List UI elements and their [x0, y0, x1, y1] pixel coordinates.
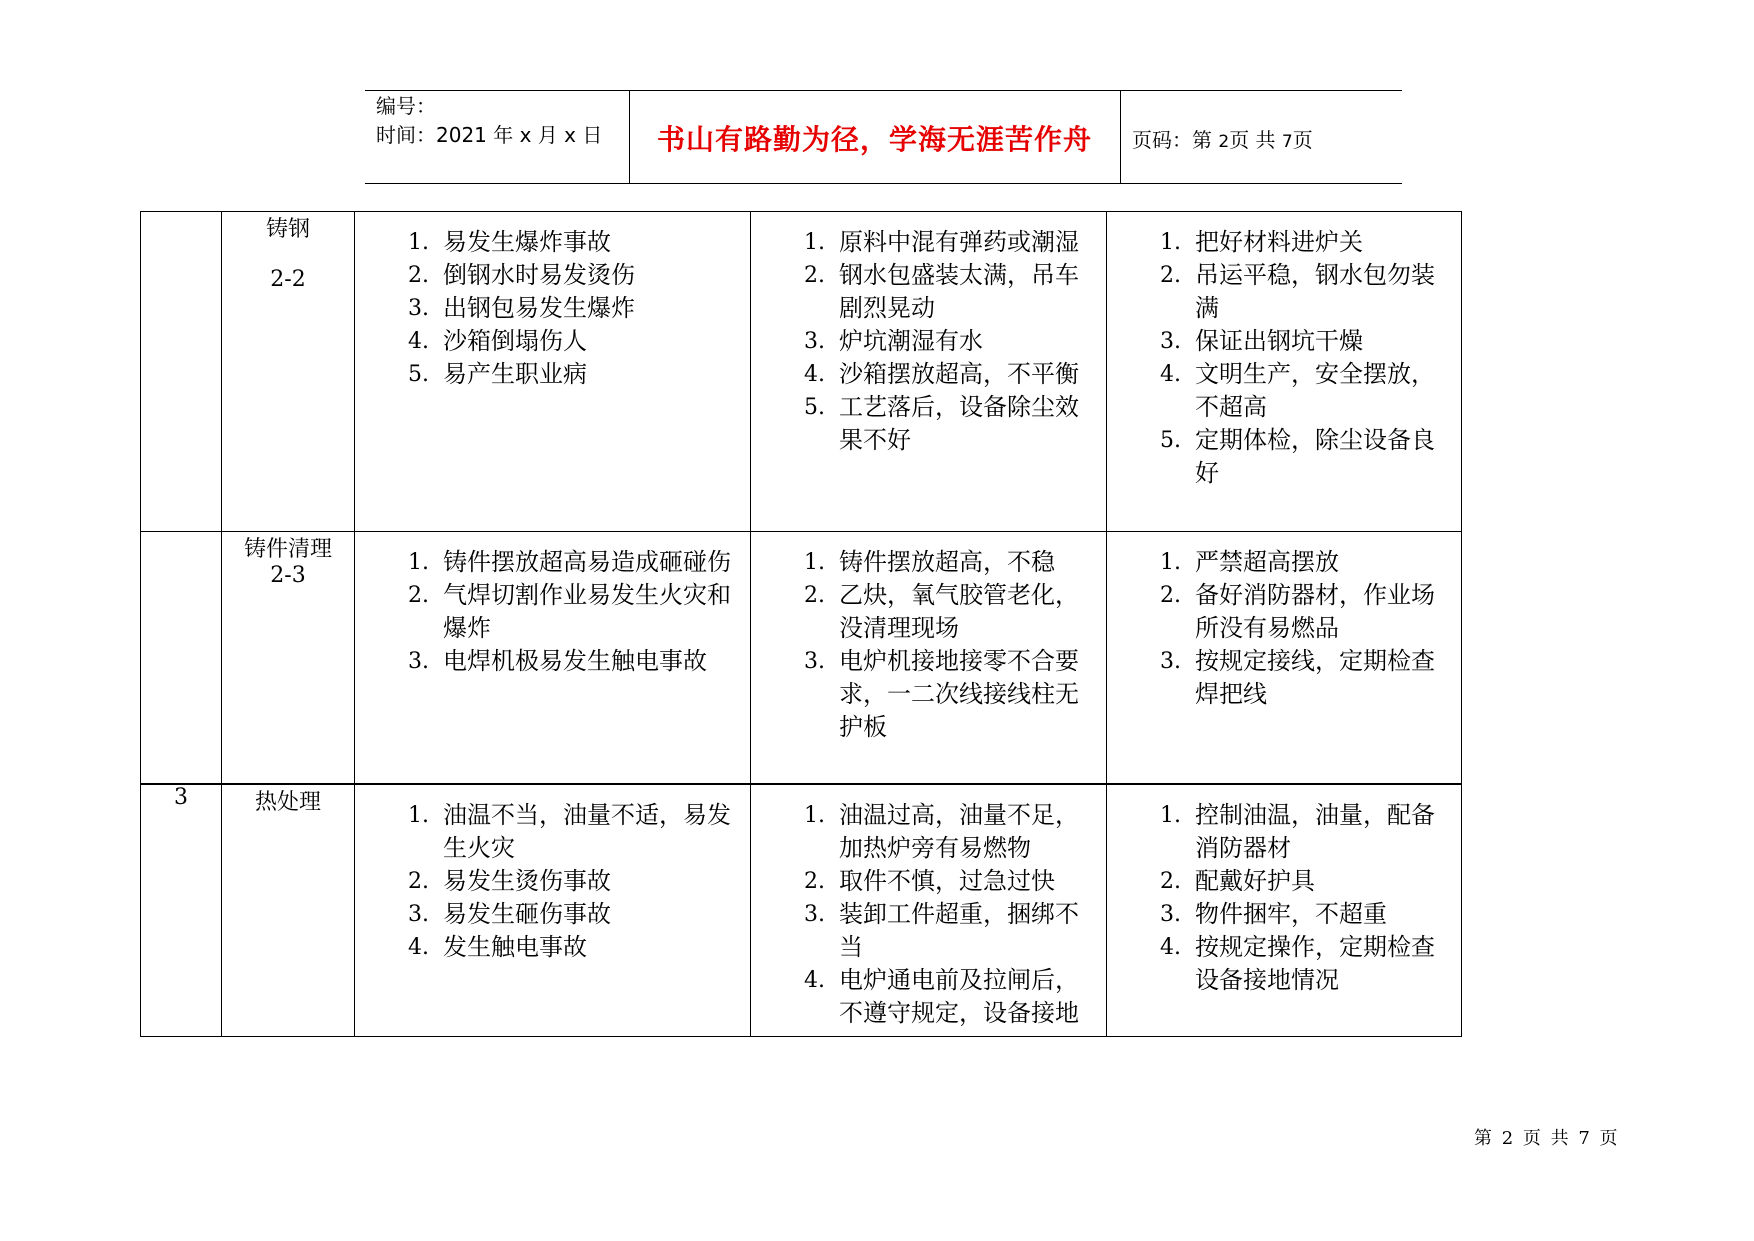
- page-footer: 第 2 页 共 7 页: [1474, 1128, 1620, 1149]
- hazards-list: [355, 532, 750, 678]
- causes-cell: [751, 784, 1107, 1037]
- list-item-number: 3.: [804, 329, 825, 354]
- list-item-number: 3.: [408, 649, 429, 674]
- list-item-text: 铸件摆放超高，不稳: [839, 548, 1055, 576]
- list-item: [751, 358, 1096, 391]
- list-item-number: 2.: [408, 263, 429, 288]
- list-item: [751, 898, 1096, 964]
- time-label: 时间：2021 年 x 月 x 日: [376, 123, 603, 147]
- list-item: [355, 645, 740, 678]
- list-item: [355, 546, 740, 579]
- page-prefix: 页码：第: [1132, 128, 1219, 152]
- list-item-number: 1.: [408, 230, 429, 255]
- list-item: [355, 226, 740, 259]
- process-name-cell: [222, 784, 355, 1037]
- list-item-text: 电炉机接地接零不合要求，一二次线接线柱无护板: [839, 647, 1079, 741]
- list-item-number: 5.: [1160, 428, 1181, 453]
- list-item-text: 备好消防器材，作业场所没有易燃品: [1195, 581, 1435, 642]
- process-name: 铸钢: [265, 217, 310, 242]
- process-name: 热处理: [254, 790, 321, 815]
- header-divider-right: [1120, 90, 1121, 183]
- list-item-number: 2.: [804, 263, 825, 288]
- list-item-number: 1.: [804, 550, 825, 575]
- causes-list: [751, 212, 1106, 457]
- causes-list: [751, 532, 1106, 744]
- list-item: [751, 226, 1096, 259]
- list-item: [751, 865, 1096, 898]
- motto: 书山有路勤为径，学海无涯苦作舟: [656, 123, 1092, 156]
- list-item: [355, 259, 740, 292]
- list-item: [355, 325, 740, 358]
- list-item-number: 2.: [1160, 869, 1181, 894]
- list-item: [1107, 898, 1451, 931]
- list-item-text: 沙箱摆放超高，不平衡: [839, 360, 1079, 388]
- list-item-number: 3.: [408, 902, 429, 927]
- list-item-text: 电焊机极易发生触电事故: [443, 647, 707, 675]
- hazard-table: [140, 211, 1462, 1037]
- list-item-text: 气焊切割作业易发生火灾和爆炸: [443, 581, 731, 642]
- process-name-cell: [222, 532, 355, 785]
- list-item-number: 1.: [1160, 803, 1181, 828]
- list-item-number: 1.: [1160, 230, 1181, 255]
- measures-list: [1107, 532, 1461, 711]
- list-item: [355, 931, 740, 964]
- table-row: [141, 212, 1462, 532]
- list-item-number: 4.: [408, 329, 429, 354]
- page-suffix: 页: [1292, 128, 1313, 152]
- measures-list: [1107, 212, 1461, 490]
- row-number-cell: [141, 532, 222, 785]
- hazards-list: [355, 785, 750, 964]
- list-item: [751, 799, 1096, 865]
- list-item-number: 5.: [408, 362, 429, 387]
- list-item: [751, 964, 1096, 1030]
- causes-list: [751, 785, 1106, 1030]
- list-item-text: 倒钢水时易发烫伤: [443, 261, 635, 289]
- list-item-number: 3.: [1160, 329, 1181, 354]
- list-item-text: 易发生爆炸事故: [443, 228, 611, 256]
- serial-label: 编号：: [376, 94, 436, 118]
- list-item-text: 油温不当，油量不适，易发生火灾: [443, 801, 731, 862]
- list-item-text: 易发生砸伤事故: [443, 900, 611, 928]
- list-item-text: 装卸工件超重，捆绑不当: [839, 900, 1079, 961]
- row-number-cell: [141, 212, 222, 532]
- hazards-cell: [355, 212, 751, 532]
- causes-cell: [751, 532, 1107, 785]
- list-item-number: 3.: [408, 296, 429, 321]
- measures-cell: [1107, 784, 1462, 1037]
- page-mid: 页 共: [1229, 128, 1282, 152]
- list-item-text: 铸件摆放超高易造成砸碰伤: [443, 548, 731, 576]
- list-item: [751, 259, 1096, 325]
- list-item-text: 严禁超高摆放: [1195, 548, 1339, 576]
- list-item-text: 易产生职业病: [443, 360, 587, 388]
- list-item-text: 沙箱倒塌伤人: [443, 327, 587, 355]
- list-item-text: 把好材料进炉关: [1195, 228, 1363, 256]
- table-row: [141, 532, 1462, 785]
- header-meta: [376, 92, 602, 150]
- measures-list: [1107, 785, 1461, 997]
- list-item-number: 5.: [804, 395, 825, 420]
- list-item-number: 3.: [1160, 649, 1181, 674]
- list-item-number: 1.: [408, 803, 429, 828]
- causes-cell: [751, 212, 1107, 532]
- list-item-text: 出钢包易发生爆炸: [443, 294, 635, 322]
- table-row: [141, 784, 1462, 1037]
- list-item: [355, 865, 740, 898]
- list-item-text: 取件不慎，过急过快: [839, 867, 1055, 895]
- list-item-number: 1.: [408, 550, 429, 575]
- list-item-number: 1.: [1160, 550, 1181, 575]
- list-item: [355, 358, 740, 391]
- list-item: [751, 325, 1096, 358]
- list-item-number: 4.: [804, 968, 825, 993]
- list-item: [1107, 579, 1451, 645]
- list-item-number: 4.: [1160, 935, 1181, 960]
- list-item: [1107, 799, 1451, 865]
- list-item: [355, 292, 740, 325]
- list-item-text: 原料中混有弹药或潮湿: [839, 228, 1079, 256]
- list-item-number: 3.: [804, 649, 825, 674]
- list-item-text: 按规定接线，定期检查焊把线: [1195, 647, 1435, 708]
- list-item-number: 2.: [408, 869, 429, 894]
- list-item: [1107, 424, 1451, 490]
- list-item-text: 保证出钢坑干燥: [1195, 327, 1363, 355]
- list-item: [355, 799, 740, 865]
- hazards-cell: [355, 532, 751, 785]
- measures-cell: [1107, 532, 1462, 785]
- process-code: 2-2: [270, 267, 306, 292]
- list-item-number: 2.: [804, 583, 825, 608]
- list-item-number: 2.: [1160, 263, 1181, 288]
- list-item-number: 2.: [408, 583, 429, 608]
- list-item-number: 1.: [804, 230, 825, 255]
- list-item: [1107, 358, 1451, 424]
- list-item-text: 控制油温，油量，配备消防器材: [1195, 801, 1435, 862]
- process-code: 2-3: [270, 563, 306, 588]
- list-item-text: 配戴好护具: [1195, 867, 1315, 895]
- list-item-text: 物件捆牢，不超重: [1195, 900, 1387, 928]
- list-item-text: 按规定操作，定期检查设备接地情况: [1195, 933, 1435, 994]
- list-item-text: 易发生烫伤事故: [443, 867, 611, 895]
- list-item-number: 3.: [1160, 902, 1181, 927]
- list-item-text: 工艺落后，设备除尘效果不好: [839, 393, 1079, 454]
- list-item-text: 发生触电事故: [443, 933, 587, 961]
- list-item: [355, 898, 740, 931]
- list-item: [1107, 325, 1451, 358]
- list-item: [751, 645, 1096, 744]
- list-item-text: 定期体检，除尘设备良好: [1195, 426, 1435, 487]
- list-item-text: 炉坑潮湿有水: [839, 327, 983, 355]
- list-item-text: 电炉通电前及拉闸后，不遵守规定，设备接地: [839, 966, 1079, 1027]
- list-item: [1107, 259, 1451, 325]
- hazards-cell: [355, 784, 751, 1037]
- list-item-text: 钢水包盛装太满，吊车剧烈晃动: [839, 261, 1079, 322]
- list-item: [751, 546, 1096, 579]
- list-item-number: 2.: [1160, 583, 1181, 608]
- list-item-text: 吊运平稳，钢水包勿装满: [1195, 261, 1435, 322]
- process-name: 铸件清理: [243, 537, 332, 562]
- row-number-cell: 3: [141, 784, 222, 1037]
- page-number: 2: [1218, 132, 1230, 152]
- hazard-table-body: [141, 212, 1462, 1037]
- list-item-number: 2.: [804, 869, 825, 894]
- page-indicator: [1132, 124, 1313, 153]
- list-item-number: 1.: [804, 803, 825, 828]
- measures-cell: [1107, 212, 1462, 532]
- header-top-rule: [365, 90, 1402, 91]
- list-item: [1107, 931, 1451, 997]
- list-item: [751, 391, 1096, 457]
- list-item: [1107, 226, 1451, 259]
- process-name-cell: [222, 212, 355, 532]
- list-item-number: 3.: [804, 902, 825, 927]
- header-bottom-rule: [365, 183, 1402, 184]
- list-item-number: 4.: [408, 935, 429, 960]
- list-item-number: 4.: [1160, 362, 1181, 387]
- list-item: [355, 579, 740, 645]
- page-total: 7: [1281, 132, 1293, 152]
- list-item-number: 4.: [804, 362, 825, 387]
- list-item: [1107, 546, 1451, 579]
- list-item: [1107, 865, 1451, 898]
- list-item: [1107, 645, 1451, 711]
- hazards-list: [355, 212, 750, 391]
- list-item: [751, 579, 1096, 645]
- list-item-text: 油温过高，油量不足，加热炉旁有易燃物: [839, 801, 1079, 862]
- list-item-text: 乙炔，氧气胶管老化，没清理现场: [839, 581, 1079, 642]
- list-item-text: 文明生产，安全摆放，不超高: [1195, 360, 1435, 421]
